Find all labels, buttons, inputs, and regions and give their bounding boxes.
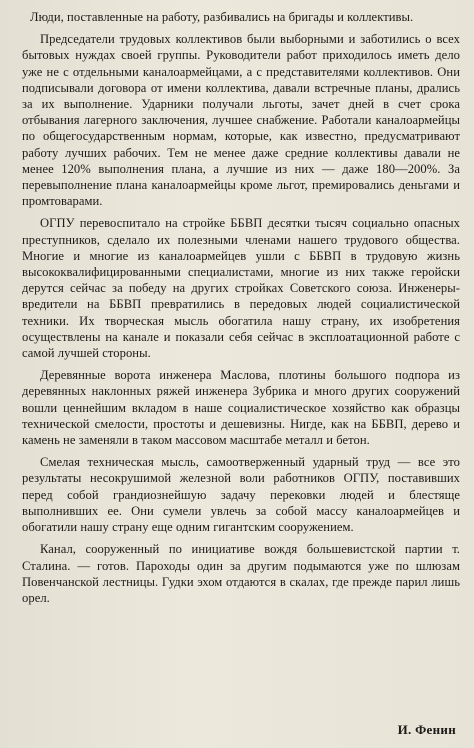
paragraph-wooden-structures: Деревянные ворота инженера Маслова, плотины большого подпора из деревянных наклонных ряжей инженера Зубрика и много других сооружений вошли ценнейшим вкладом в наше социалистическое хозяйство как образцы технической смелости, простоты и дешевизны. Нигде, как на ББВП, дерево и камень не заменяли в таком массовом масштабе металл и бетон. xyxy=(22,368,460,448)
paragraph-canal-ready: Канал, сооруженный по инициативе вождя большевистской партии т. Сталина. — готов. Пароходы один за другим подымаются уже по шлюзам Повенчанской лестницы. Гудки эхом отдаются в скалах, где прежде парил лишь орел. xyxy=(22,542,460,605)
paragraph-collectives: Председатели трудовых коллективов были выборными и заботились о всех бытовых нуждах своей группы. Руководители работ приходилось иметь дело уже не с отдельными каналоармейцами, а с представителями коллективов. Они подписывали договора от имени коллектива, давали встречные планы, дрались за их выполнение. Ударники получали льготы, зачет дней в счет срока отбывания лагерного заключения, лучшее снабжение. Работали каналоармейцы по общегосударственным нормам, которые, как известно, предусматривают работу лучших рабочих. Тем не менее даже средние коллективы давали не менее 120% выполнения плана, а лучшие из них — даже 180—200%. За перевыполнение плана каналоармейцы кроме льгот, премировались деньгами и промтоварами. xyxy=(22,32,460,209)
paragraph-technical-thought: Смелая техническая мысль, самоотверженный ударный труд — все это результаты несокрушимой железной воли работников ОГПУ, поставивших перед собой грандиознейшую задачу перековки людей и блестяще выполнивших ее. Они сумели увлечь за собой массу каналоармейцев и обогатили нашу страну еще одним гигантским сооружением. xyxy=(22,455,460,535)
author-signature: И. Фенин xyxy=(397,722,456,737)
paragraph-ogpu-reeducation: ОГПУ перевоспитало на стройке ББВП десятки тысяч социально опасных преступников, сделало их полезными членами нашего трудового общества. Многие и многие из каналоармейцев ушли с ББВП в трудовую жизнь высококвалифицированными специалистами, многие из них также геройски дерутся сейчас за победу на других стройках Советского союза. Инженеры-вредители на ББВП превратились в передовых людей социалистической техники. Их творческая мысль обогатила нашу страну, их изобретения осуществлены на канале и показали себя сейчас в эксплоатационной работе с самой лучшей стороны. xyxy=(22,216,460,361)
paragraph-brigades: Люди, поставленные на работу, разбивались на бригады и коллективы. xyxy=(30,10,414,24)
